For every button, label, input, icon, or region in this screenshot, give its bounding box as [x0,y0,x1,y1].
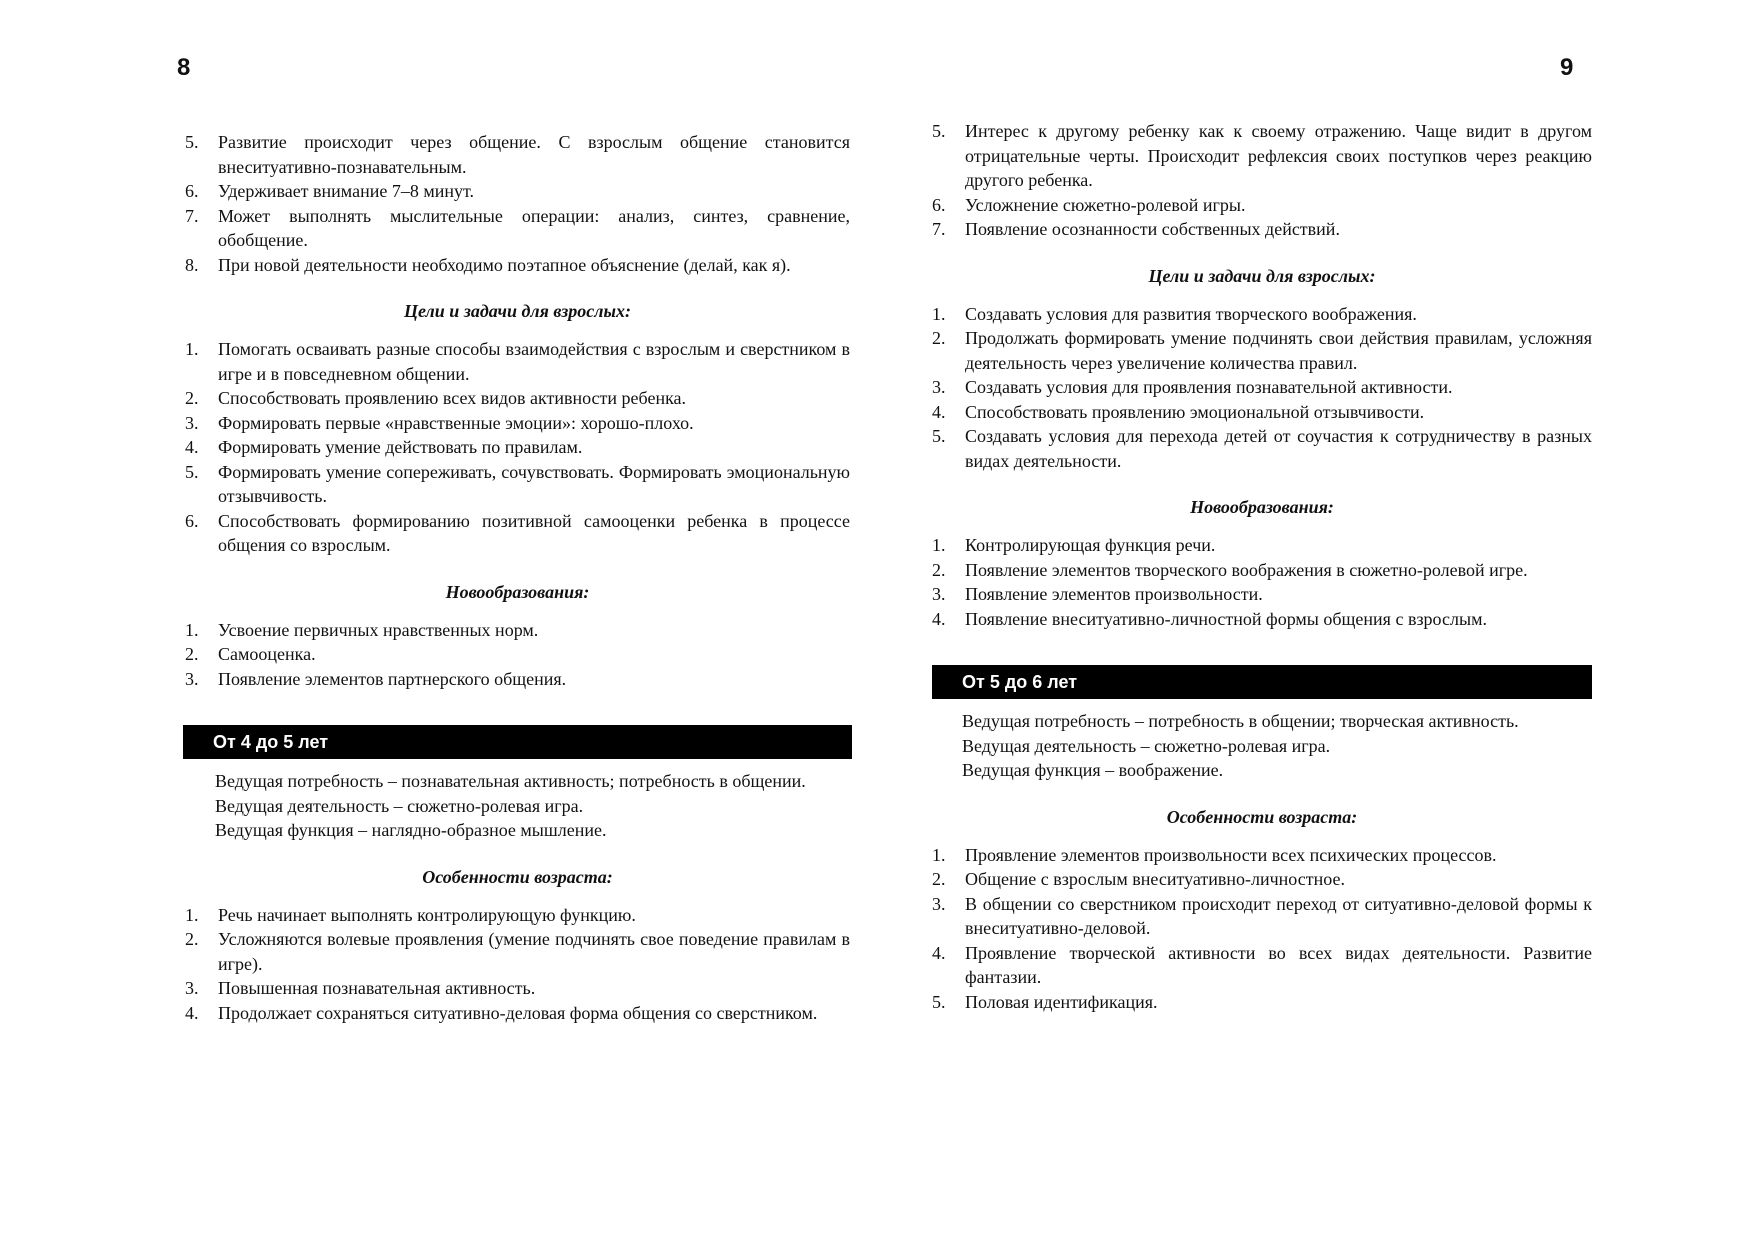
list-item-number: 5. [932,426,946,446]
list-item-number: 2. [185,644,199,664]
list-item-text: Способствовать формированию позитивной самооценки ребенка в процессе общения со взрослым. [218,510,850,555]
list-item [932,582,1592,607]
list-item [185,460,850,509]
goals-heading: Цели и задачи для взрослых: [404,301,631,321]
list-item-number: 3. [185,978,199,998]
list-item [185,386,850,411]
list-item [185,618,850,643]
list-item-number: 7. [932,219,946,239]
list-item-text: Появление внеситуативно-личностной формы общения с взрослым. [965,608,1487,629]
list-item-text: Проявление творческой активности во всех видах деятельности. Развитие фантазии. [965,942,1592,987]
list-item-number: 7. [185,205,199,226]
list-item-number: 1. [932,535,946,555]
list-item-number: 1. [185,339,199,359]
list-item [932,867,1592,892]
page-number: 8 [177,54,191,81]
list-item-text: Контролирующая функция речи. [965,535,1216,555]
list-item [932,843,1592,868]
list-item-number: 3. [185,412,199,433]
list-item-number: 6. [932,194,946,215]
list-item [932,375,1592,400]
list-item-number: 3. [932,893,946,914]
list-item-text: Создавать условия для проявления познавательной активности. [965,377,1453,397]
list-item-number: 2. [932,328,946,348]
list-item [185,976,850,1001]
list-item [185,130,850,179]
list-item-text: Самооценка. [218,644,316,664]
list-item [185,667,850,692]
list-item-text: Способствовать проявлению всех видов активности ребенка. [218,388,687,408]
list-item-number: 6. [185,181,199,201]
list-item [185,253,850,278]
list-item-text: Интерес к другому ребенку как к своему отражению. Чаще видит в другом отрицательные черты. Происходит рефлексия своих поступков через реакцию другого ребенка. [965,121,1592,190]
list-item-text: Усложнение сюжетно-ролевой игры. [965,194,1246,215]
list-item [932,193,1592,218]
paragraph: Ведущая функция – воображение. [962,760,1224,780]
list-item-text: Продолжает сохраняться ситуативно-деловая форма общения со сверстником. [218,1002,818,1023]
list-item-number: 3. [932,377,946,397]
features-heading: Особенности возраста: [1166,806,1358,827]
paragraph: Ведущая деятельность – сюжетно-ролевая игра. [962,735,1331,756]
list-item-number: 8. [185,254,199,275]
right-page-content [932,119,1592,1014]
list-item-number: 4. [932,942,946,963]
list-item-number: 5. [932,991,946,1012]
list-item-number: 1. [185,619,199,640]
list-item-text: При новой деятельности необходимо поэтапное объяснение (делай, как я). [218,254,791,275]
list-item [185,903,850,928]
list-item [932,892,1592,941]
list-item [932,302,1592,327]
list-item [932,941,1592,990]
list-item-text: Формировать умение действовать по правилам. [218,437,583,457]
list-item-number: 5. [185,132,199,152]
list-item-number: 6. [185,510,199,531]
list-item-text: Появление элементов партнерского общения. [218,668,567,689]
neo-list [185,618,850,692]
list-item-number: 5. [185,461,199,482]
goals-heading: Цели и задачи для взрослых: [1148,265,1376,286]
list-item [185,204,850,253]
list-item-number: 4. [185,1002,199,1023]
neo-heading: Новообразования: [445,581,590,602]
page-number: 9 [1560,54,1574,81]
list-item-number: 4. [932,608,946,629]
features-list [932,843,1592,1015]
list-item [932,326,1592,375]
section-band: От 5 до 6 лет [932,665,1592,699]
list-item-text: Речь начинает выполнять контролирующую функцию. [218,904,636,925]
paragraph: Ведущая деятельность – сюжетно-ролевая игра. [215,795,584,816]
list-item-number: 2. [932,869,946,889]
list-item-number: 2. [932,559,946,580]
list-item-number: 1. [932,844,946,865]
list-item [185,927,850,976]
list-item [932,217,1592,242]
list-item-text: Общение с взрослым внеситуативно-личностное. [965,869,1345,889]
list-item-text: Может выполнять мыслительные операции: анализ, синтез, сравнение, обобщение. [218,205,850,250]
list-item [932,533,1592,558]
list-item [185,435,850,460]
list-item-text: Развитие происходит через общение. С взрослым общение становится внеситуативно-познавательным. [218,132,850,177]
list-item-text: Усложняются волевые проявления (умение подчинять свое поведение правилам в игре). [218,929,850,974]
list-item-text: Проявление элементов произвольности всех психических процессов. [965,844,1497,865]
list-item-text: Формировать первые «нравственные эмоции»: хорошо-плохо. [218,412,694,433]
list-top [185,130,850,277]
list-item-number: 1. [932,303,946,324]
list-item-text: В общении со сверстником происходит переход от ситуативно-деловой формы к внеситуативно-деловой. [965,893,1592,938]
list-item-number: 5. [932,121,946,141]
list-item-text: Повышенная познавательная активность. [218,978,536,998]
list-item-number: 2. [185,929,199,949]
list-item-text: Появление элементов произвольности. [965,584,1263,604]
list-item [932,558,1592,583]
list-item-text: Удерживает внимание 7–8 минут. [218,181,474,201]
list-item-text: Появление элементов творческого воображения в сюжетно-ролевой игре. [965,559,1528,580]
list-item [932,400,1592,425]
paragraph: Ведущая потребность – познавательная активность; потребность в общении. [215,771,806,791]
paragraph: Ведущая функция – наглядно-образное мышление. [215,820,607,840]
list-item [932,990,1592,1015]
list-item [185,411,850,436]
features-heading: Особенности возраста: [422,866,613,887]
paragraph: Ведущая потребность – потребность в общении; творческая активность. [962,711,1519,731]
neo-list [932,533,1592,631]
list-item-number: 3. [185,668,199,689]
list-item-text: Помогать осваивать разные способы взаимодействия с взрослым и сверстником в игре и в повседневном общении. [218,339,850,384]
goals-list [185,337,850,558]
list-item-text: Формировать умение сопереживать, сочувствовать. Формировать эмоциональную отзывчивость. [218,461,850,506]
list-item [185,642,850,667]
list-item-text: Половая идентификация. [965,991,1158,1012]
list-item [185,337,850,386]
list-top [932,119,1592,242]
list-item-text: Появление осознанности собственных действий. [965,219,1340,239]
list-item [932,607,1592,632]
left-page-content [185,130,850,1025]
section-band: От 4 до 5 лет [183,725,852,759]
list-item-text: Способствовать проявлению эмоциональной отзывчивости. [965,401,1425,422]
list-item-text: Усвоение первичных нравственных норм. [218,619,539,640]
features-list [185,903,850,1026]
list-item-text: Создавать условия для перехода детей от соучастия к сотрудничеству в разных видах деятельности. [965,426,1592,471]
list-item [185,1001,850,1026]
goals-list [932,302,1592,474]
list-item-number: 1. [185,904,199,925]
list-item-number: 4. [932,401,946,422]
list-item [185,179,850,204]
list-item-number: 4. [185,437,199,457]
list-item [932,119,1592,193]
list-item-text: Продолжать формировать умение подчинять свои действия правилам, усложняя деятельность через увеличение количества правил. [965,328,1592,373]
neo-heading: Новообразования: [1190,497,1334,517]
list-item-number: 3. [932,584,946,604]
list-item [185,509,850,558]
list-item-number: 2. [185,388,199,408]
list-item [932,424,1592,473]
list-item-text: Создавать условия для развития творческого воображения. [965,303,1417,324]
